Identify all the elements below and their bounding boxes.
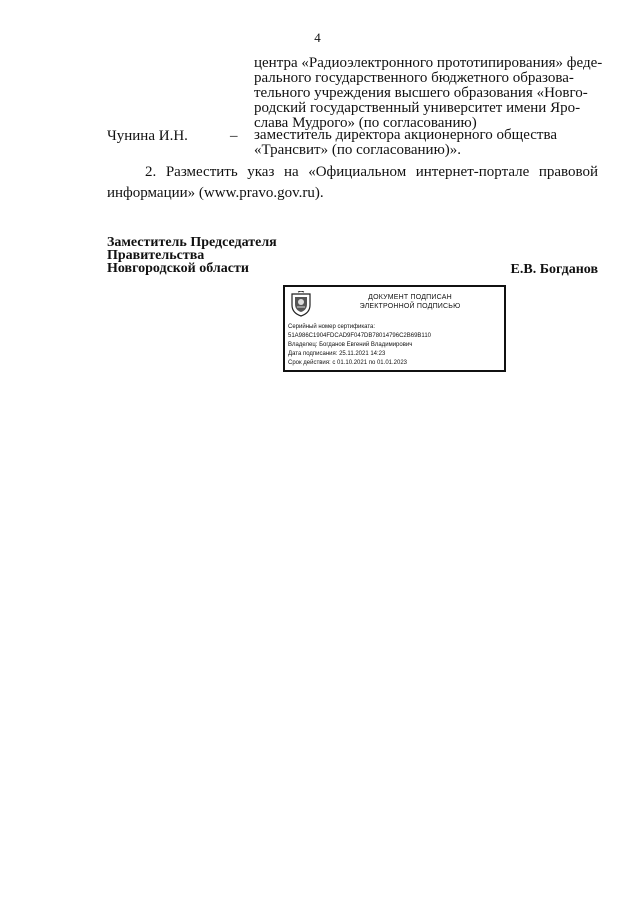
text-line: рального государственного бюджетного образова- [254, 70, 574, 86]
text-line: ЭЛЕКТРОННОЙ ПОДПИСЬЮ [359, 303, 461, 310]
signed-date: Дата подписания: 25.11.2021 14:23 [288, 351, 386, 357]
signatory-title [107, 236, 277, 275]
text-line: тельного учреждения высшего образования «Новго- [254, 85, 588, 101]
text-line: Правительства [107, 248, 205, 263]
text-line: слава Мудрого» (по согласованию) [254, 115, 477, 131]
validity: Срок действия: с 01.10.2021 по 01.01.2023 [288, 360, 408, 366]
text-line: информации» (www.pravo.gov.ru). [107, 185, 324, 201]
text-line: родский государственный университет имени Яро- [254, 100, 581, 116]
stamp-title [315, 293, 505, 311]
e-signature-stamp [283, 285, 506, 372]
text-line: Заместитель Председателя [107, 235, 277, 250]
text-line: центра «Радиоэлектронного прототипирования» феде- [254, 55, 603, 71]
text-line: Новгородской области [107, 261, 249, 276]
member-name: Чунина И.Н. [107, 128, 188, 144]
text-line: 2. Разместить указ на «Официальном интернет-портале правовой [145, 164, 598, 180]
member-dash: – [230, 128, 238, 144]
member-role [254, 128, 599, 158]
cert-label: Серийный номер сертификата: [288, 324, 376, 330]
coat-of-arms-icon [290, 291, 312, 317]
page-number: 4 [314, 30, 321, 45]
cert-number: 51A986C1904FDCAD9F047DB78014796C2B69B110 [288, 333, 431, 339]
signatory-name: Е.В. Богданов [510, 262, 598, 277]
owner: Владелец: Богданов Евгений Владимирович [288, 342, 413, 348]
stamp-details [288, 323, 431, 368]
text-line: ДОКУМЕНТ ПОДПИСАН [368, 294, 452, 301]
decree-point-2 [107, 162, 598, 204]
continued-list-item [254, 55, 603, 131]
text-line: заместитель директора акционерного общества [254, 127, 558, 143]
text-line: «Трансвит» (по согласованию)». [254, 142, 462, 158]
